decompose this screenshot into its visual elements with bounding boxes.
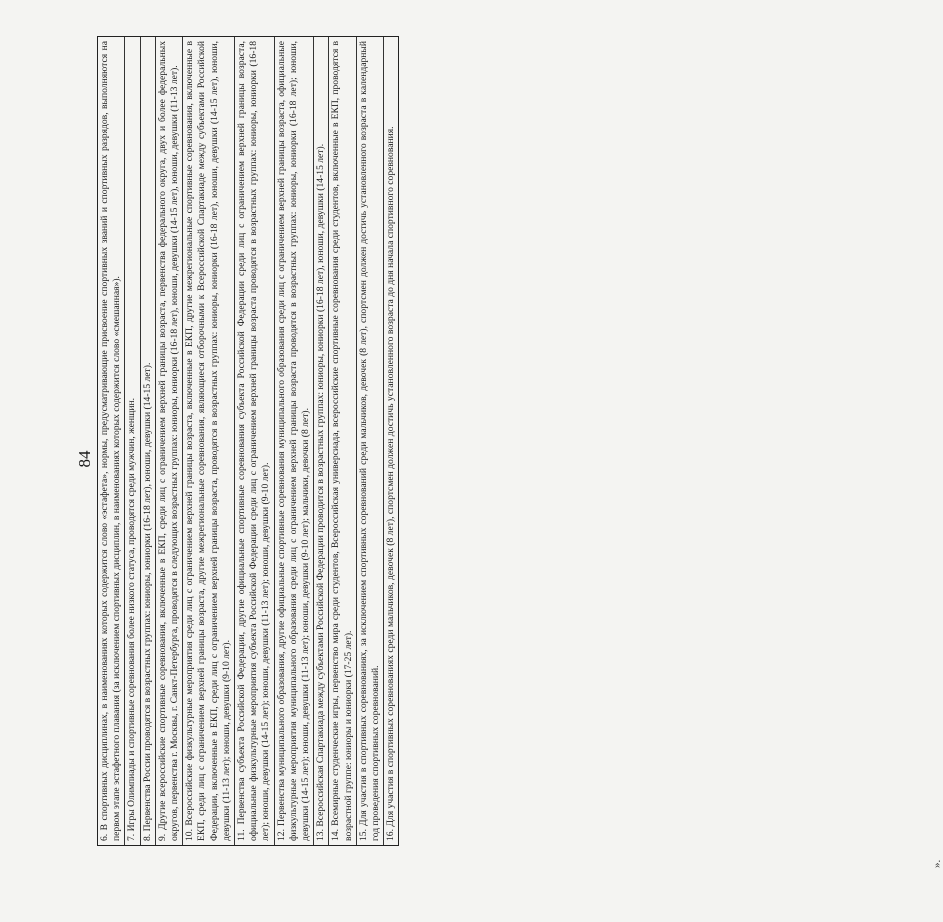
rule-row-11: 11. Первенства субъекта Российской Федерации, другие официальные спортивные соревнования субъекта Российской Федерации среди лиц с ограничением верхней границы возраста, официальные физкультурные мероприятия субъекта Российской Федерации среди лиц с ограничением верхней границы возраста проводятся в возрастных группах: юниоры, юниорки (16-18 лет); юноши, девушки (14-15 лет); юноши, девушки (11-13 лет); юноши, девушки (9-10 лет). [234, 37, 274, 845]
rule-row-6: 6. В спортивных дисциплинах, в наименованиях которых содержится слово «эстафета», нормы, предусматривающие присвоение спортивных званий и спортивных разрядов, выполняются на первом этапе эстафетного плавания (за исключением спортивных дисциплин, в наименованиях которых содержится слово «смешанная»). [99, 41, 123, 841]
rule-row-15: 15. Для участия в спортивных соревнованиях, за исключением спортивных соревнований среди мальчиков, девочек (8 лет), спортсмен должен достичь установленного возраста в календарный год проведения спортивных соревнований. [356, 37, 383, 845]
rotated-sheet [75, 36, 943, 882]
closing-quote-mark: ». [931, 859, 943, 868]
rule-row-13: 13. Всероссийская Спартакиада между субъектами Российской Федерации проводится в возрастных группах: юниоры, юниорки (16-18 лет), юноши, девушки (14-15 лет). [313, 37, 328, 845]
rule-row-12: 12. Первенства муниципального образования, другие официальные спортивные соревнования муниципального образования среди лиц с ограничением верхней границы возраста, официальные физкультурные мероприятия муниципального образования среди лиц с ограничением верхней границы возраста проводятся в возрастных группах: юниоры, юниорки (16-18 лет); юноши, девушки (14-15 лет); юноши, девушки (11-13 лет); юноши, девушки (9-10 лет); мальчики, девочки (8 лет). [274, 37, 314, 845]
page-number: 84 [75, 450, 94, 468]
rule-row-16: 16. Для участия в спортивных соревнованиях среди мальчиков, девочек (8 лет), спортсмен должен достичь установленного возраста до дня начала спортивного соревнования. [383, 37, 398, 845]
rule-row-14: 14. Всемирные студенческие игры, первенство мира среди студентов, Всероссийская универсиада, всероссийские спортивные соревнования среди студентов, включенные в ЕКП, проводятся в возрастной группе: юниоры и юниорки (17-25 лет). [328, 37, 355, 845]
rule-row-10: 10. Всероссийские физкультурные мероприятия среди лиц с ограничением верхней границы возраста, включенные в ЕКП, другие межрегиональные спортивные соревнования, включенные в ЕКП, среди лиц с ограничением верхней границы возраста, другие межрегиональные соревнования, являющиеся отборочными к Всероссийской Спартакиаде между субъектами Российской Федерации, включенные в ЕКП, среди лиц с ограничением верхней границы возраста, проводятся в возрастных группах: юниоры, юниорки (16-18 лет), юноши, девушки (14-15 лет), юноши, девушки (11-13 лет); юноши, девушки (9-10 лет). [182, 37, 234, 845]
rules-table [97, 36, 399, 846]
rule-row-7: 7. Игры Олимпиады и спортивные соревнования более низкого статуса, проводятся среди мужчин, женщин. [124, 37, 139, 845]
rule-row-9: 9. Другие всероссийские спортивные соревнования, включенные в ЕКП, среди лиц с ограничением верхней границы возраста, первенства федерального округа, двух и более федеральных округов, первенства г. Москвы, г. Санкт-Петербурга, проводятся в следующих возрастных группах: юниоры, юниорки (16-18 лет), юноши, девушки (14-15 лет), юноши, девушки (11-13 лет). [155, 37, 182, 845]
rule-row-8: 8. Первенства России проводятся в возрастных группах: юниоры, юниорки (16-18 лет), юноши, девушки (14-15 лет). [140, 37, 155, 845]
